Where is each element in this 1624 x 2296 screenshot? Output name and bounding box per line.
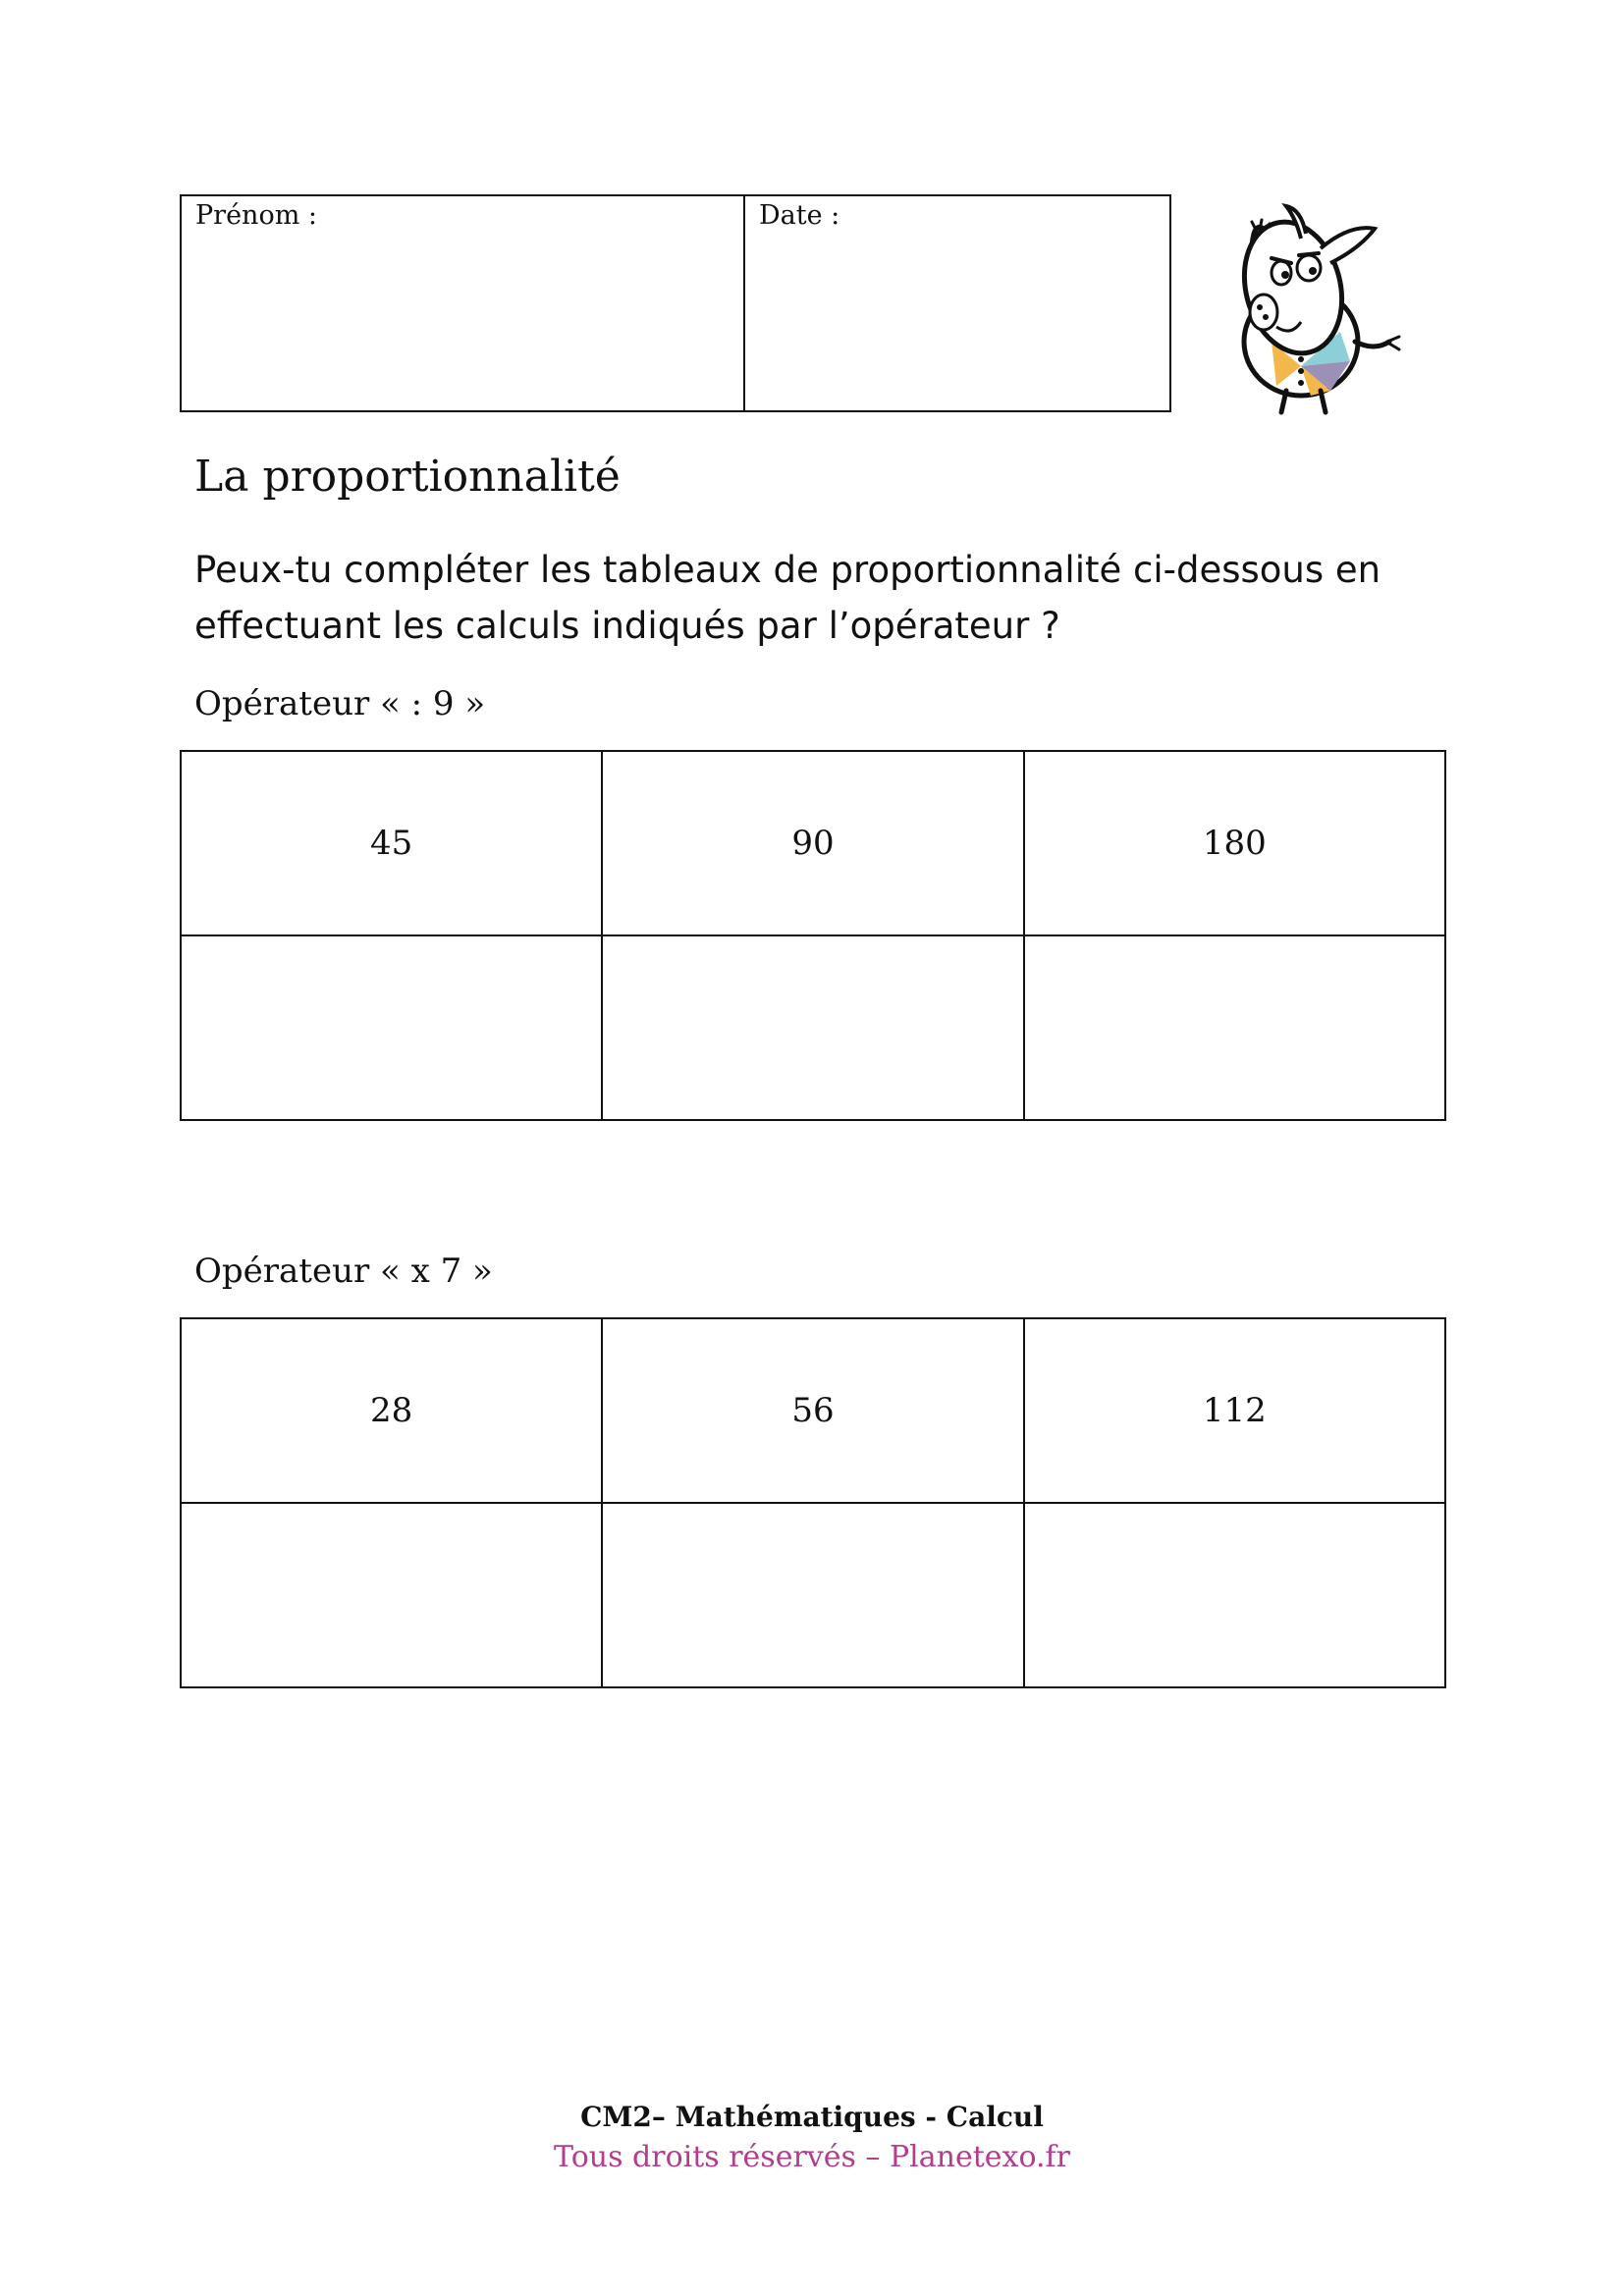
- table-cell: 90: [602, 751, 1023, 935]
- answer-cell[interactable]: [602, 935, 1023, 1120]
- answer-cell[interactable]: [181, 935, 602, 1120]
- table-row-answer: [181, 935, 1445, 1120]
- footer-rights: Tous droits réservés – Planetexo.fr: [554, 2140, 1070, 2174]
- table-row-answer: [181, 1503, 1445, 1687]
- answer-cell[interactable]: [602, 1503, 1023, 1687]
- page-title: La proportionnalité: [194, 452, 621, 502]
- answer-cell[interactable]: [1024, 935, 1445, 1120]
- table-row-given: [181, 751, 1445, 935]
- instruction-line-2: effectuant les calculs indiqués par l’opérateur ?: [194, 605, 1060, 647]
- answer-cell[interactable]: [181, 1503, 602, 1687]
- table-cell: 180: [1024, 751, 1445, 935]
- date-label: Date :: [759, 200, 840, 231]
- table-cell: 45: [181, 751, 602, 935]
- name-field[interactable]: [182, 196, 745, 410]
- table-cell: 112: [1024, 1318, 1445, 1503]
- instruction-text: [194, 542, 1471, 654]
- table-row-given: [181, 1318, 1445, 1503]
- sheep-mascot-icon: [1203, 194, 1409, 415]
- student-info-box: [180, 194, 1171, 412]
- name-label: Prénom :: [195, 200, 317, 231]
- proportion-table-multiply: [180, 1317, 1446, 1688]
- answer-cell[interactable]: [1024, 1503, 1445, 1687]
- date-field[interactable]: [745, 196, 1169, 410]
- proportion-table-divide: [180, 750, 1446, 1121]
- table-cell: 56: [602, 1318, 1023, 1503]
- footer-course: CM2– Mathématiques - Calcul: [580, 2101, 1044, 2133]
- operator-label-divide: Opérateur « : 9 »: [194, 684, 486, 723]
- operator-label-multiply: Opérateur « x 7 »: [194, 1252, 493, 1291]
- instruction-line-1: Peux-tu compléter les tableaux de proportionnalité ci-dessous en: [194, 549, 1381, 591]
- table-cell: 28: [181, 1318, 602, 1503]
